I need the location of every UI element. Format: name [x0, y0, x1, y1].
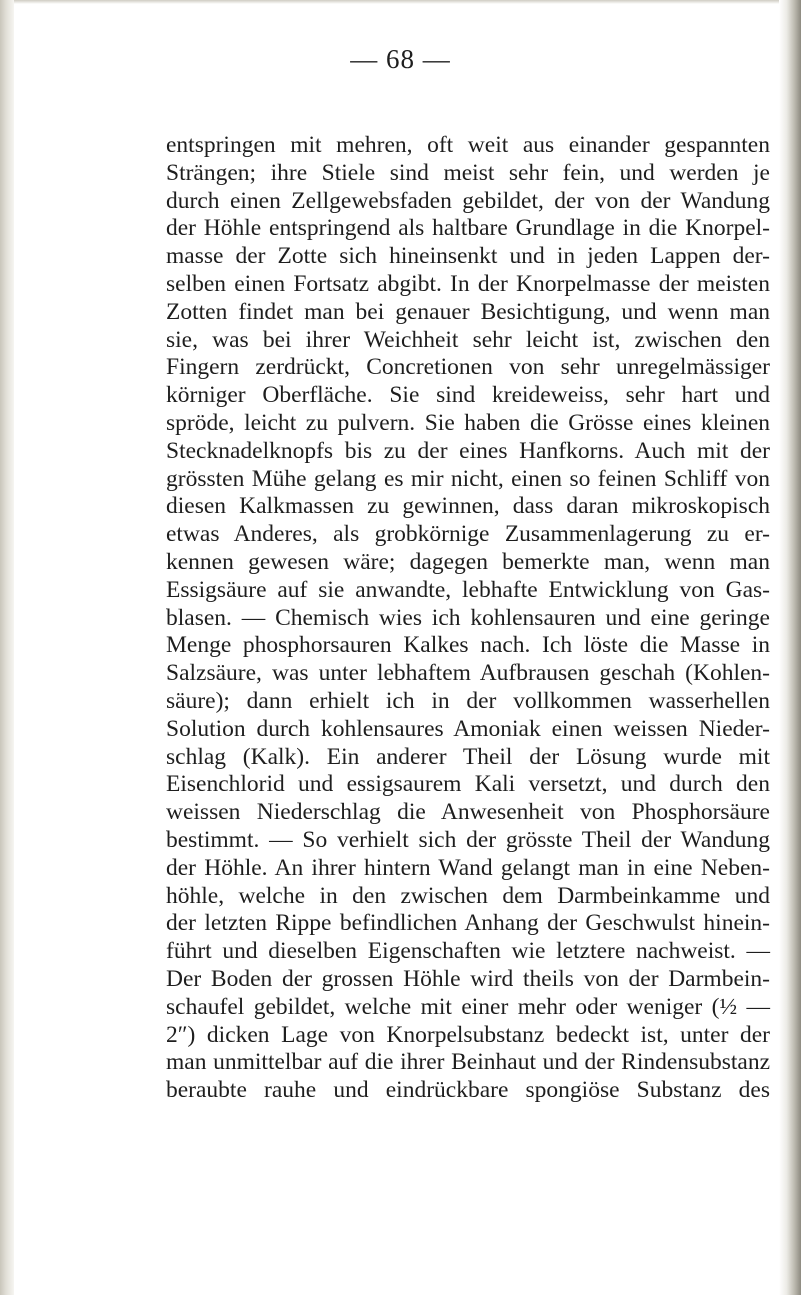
text-line: schlag (Kalk). Ein anderer Theil der Lösung wurde mit: [166, 743, 770, 770]
text-line: Menge phosphorsauren Kalkes nach. Ich löste die Masse in: [166, 632, 770, 659]
body-paragraph: [166, 132, 770, 1105]
text-line: 2″) dicken Lage von Knorpelsubstanz bedeckt ist, unter der: [166, 1021, 770, 1048]
page-right-edge: [779, 0, 801, 1295]
text-line: spröde, leicht zu pulvern. Sie haben die Grösse eines kleinen: [166, 409, 770, 436]
text-line: grössten Mühe gelang es mir nicht, einen so feinen Schliff von: [166, 465, 770, 492]
text-line: Eisenchlorid und essigsaurem Kali versetzt, und durch den: [166, 771, 770, 798]
text-line: selben einen Fortsatz abgibt. In der Knorpelmasse der meisten: [166, 270, 770, 297]
text-line: entspringen mit mehren, oft weit aus einander gespannten: [166, 132, 770, 158]
text-line: durch einen Zellgewebsfaden gebildet, der von der Wandung: [166, 187, 770, 214]
text-line: kennen gewesen wäre; dagegen bemerkte man, wenn man: [166, 548, 770, 575]
text-line: masse der Zotte sich hineinsenkt und in jeden Lappen der-: [166, 243, 770, 270]
text-line: bestimmt. — So verhielt sich der grösste Theil der Wandung: [166, 826, 770, 853]
text-line: beraubte rauhe und eindrückbare spongiöse Substanz des: [166, 1077, 770, 1104]
text-line: höhle, welche in den zwischen dem Darmbeinkamme und: [166, 882, 770, 909]
text-line: Fingern zerdrückt, Concretionen von sehr unregelmässiger: [166, 354, 770, 381]
text-line: man unmittelbar auf die ihrer Beinhaut und der Rindensubstanz: [166, 1049, 770, 1076]
text-line: Zotten findet man bei genauer Besichtigung, und wenn man: [166, 298, 770, 325]
text-line: Solution durch kohlensaures Amoniak einen weissen Nieder-: [166, 715, 770, 742]
text-line: etwas Anderes, als grobkörnige Zusammenlagerung zu er-: [166, 521, 770, 548]
text-line: Stecknadelknopfs bis zu der eines Hanfkorns. Auch mit der: [166, 437, 770, 464]
text-line: diesen Kalkmassen zu gewinnen, dass daran mikroskopisch: [166, 493, 770, 520]
text-line: weissen Niederschlag die Anwesenheit von Phosphorsäure: [166, 799, 770, 826]
text-line: schaufel gebildet, welche mit einer mehr oder weniger (½ —: [166, 993, 770, 1020]
page-left-edge: [0, 0, 14, 1295]
text-line: Strängen; ihre Stiele sind meist sehr fein, und werden je: [166, 159, 770, 186]
text-line: Essigsäure auf sie anwandte, lebhafte Entwicklung von Gas-: [166, 576, 770, 603]
text-line: Salzsäure, was unter lebhaftem Aufbrausen geschah (Kohlen-: [166, 660, 770, 687]
text-line: blasen. — Chemisch wies ich kohlensauren und eine geringe: [166, 604, 770, 631]
text-line: führt und dieselben Eigenschaften wie letztere nachweist. —: [166, 938, 770, 965]
page-top-edge: [14, 0, 779, 4]
text-line: der Höhle. An ihrer hintern Wand gelangt man in eine Neben-: [166, 854, 770, 881]
text-line: der letzten Rippe befindlichen Anhang der Geschwulst hinein-: [166, 910, 770, 937]
text-line: Der Boden der grossen Höhle wird theils von der Darmbein-: [166, 965, 770, 992]
text-line: säure); dann erhielt ich in der vollkommen wasserhellen: [166, 687, 770, 714]
page-number: — 68 —: [350, 44, 451, 74]
text-line: sie, was bei ihrer Weichheit sehr leicht ist, zwischen den: [166, 326, 770, 353]
text-line: körniger Oberfläche. Sie sind kreideweiss, sehr hart und: [166, 382, 770, 409]
text-line: der Höhle entspringend als haltbare Grundlage in die Knorpel-: [166, 215, 770, 242]
